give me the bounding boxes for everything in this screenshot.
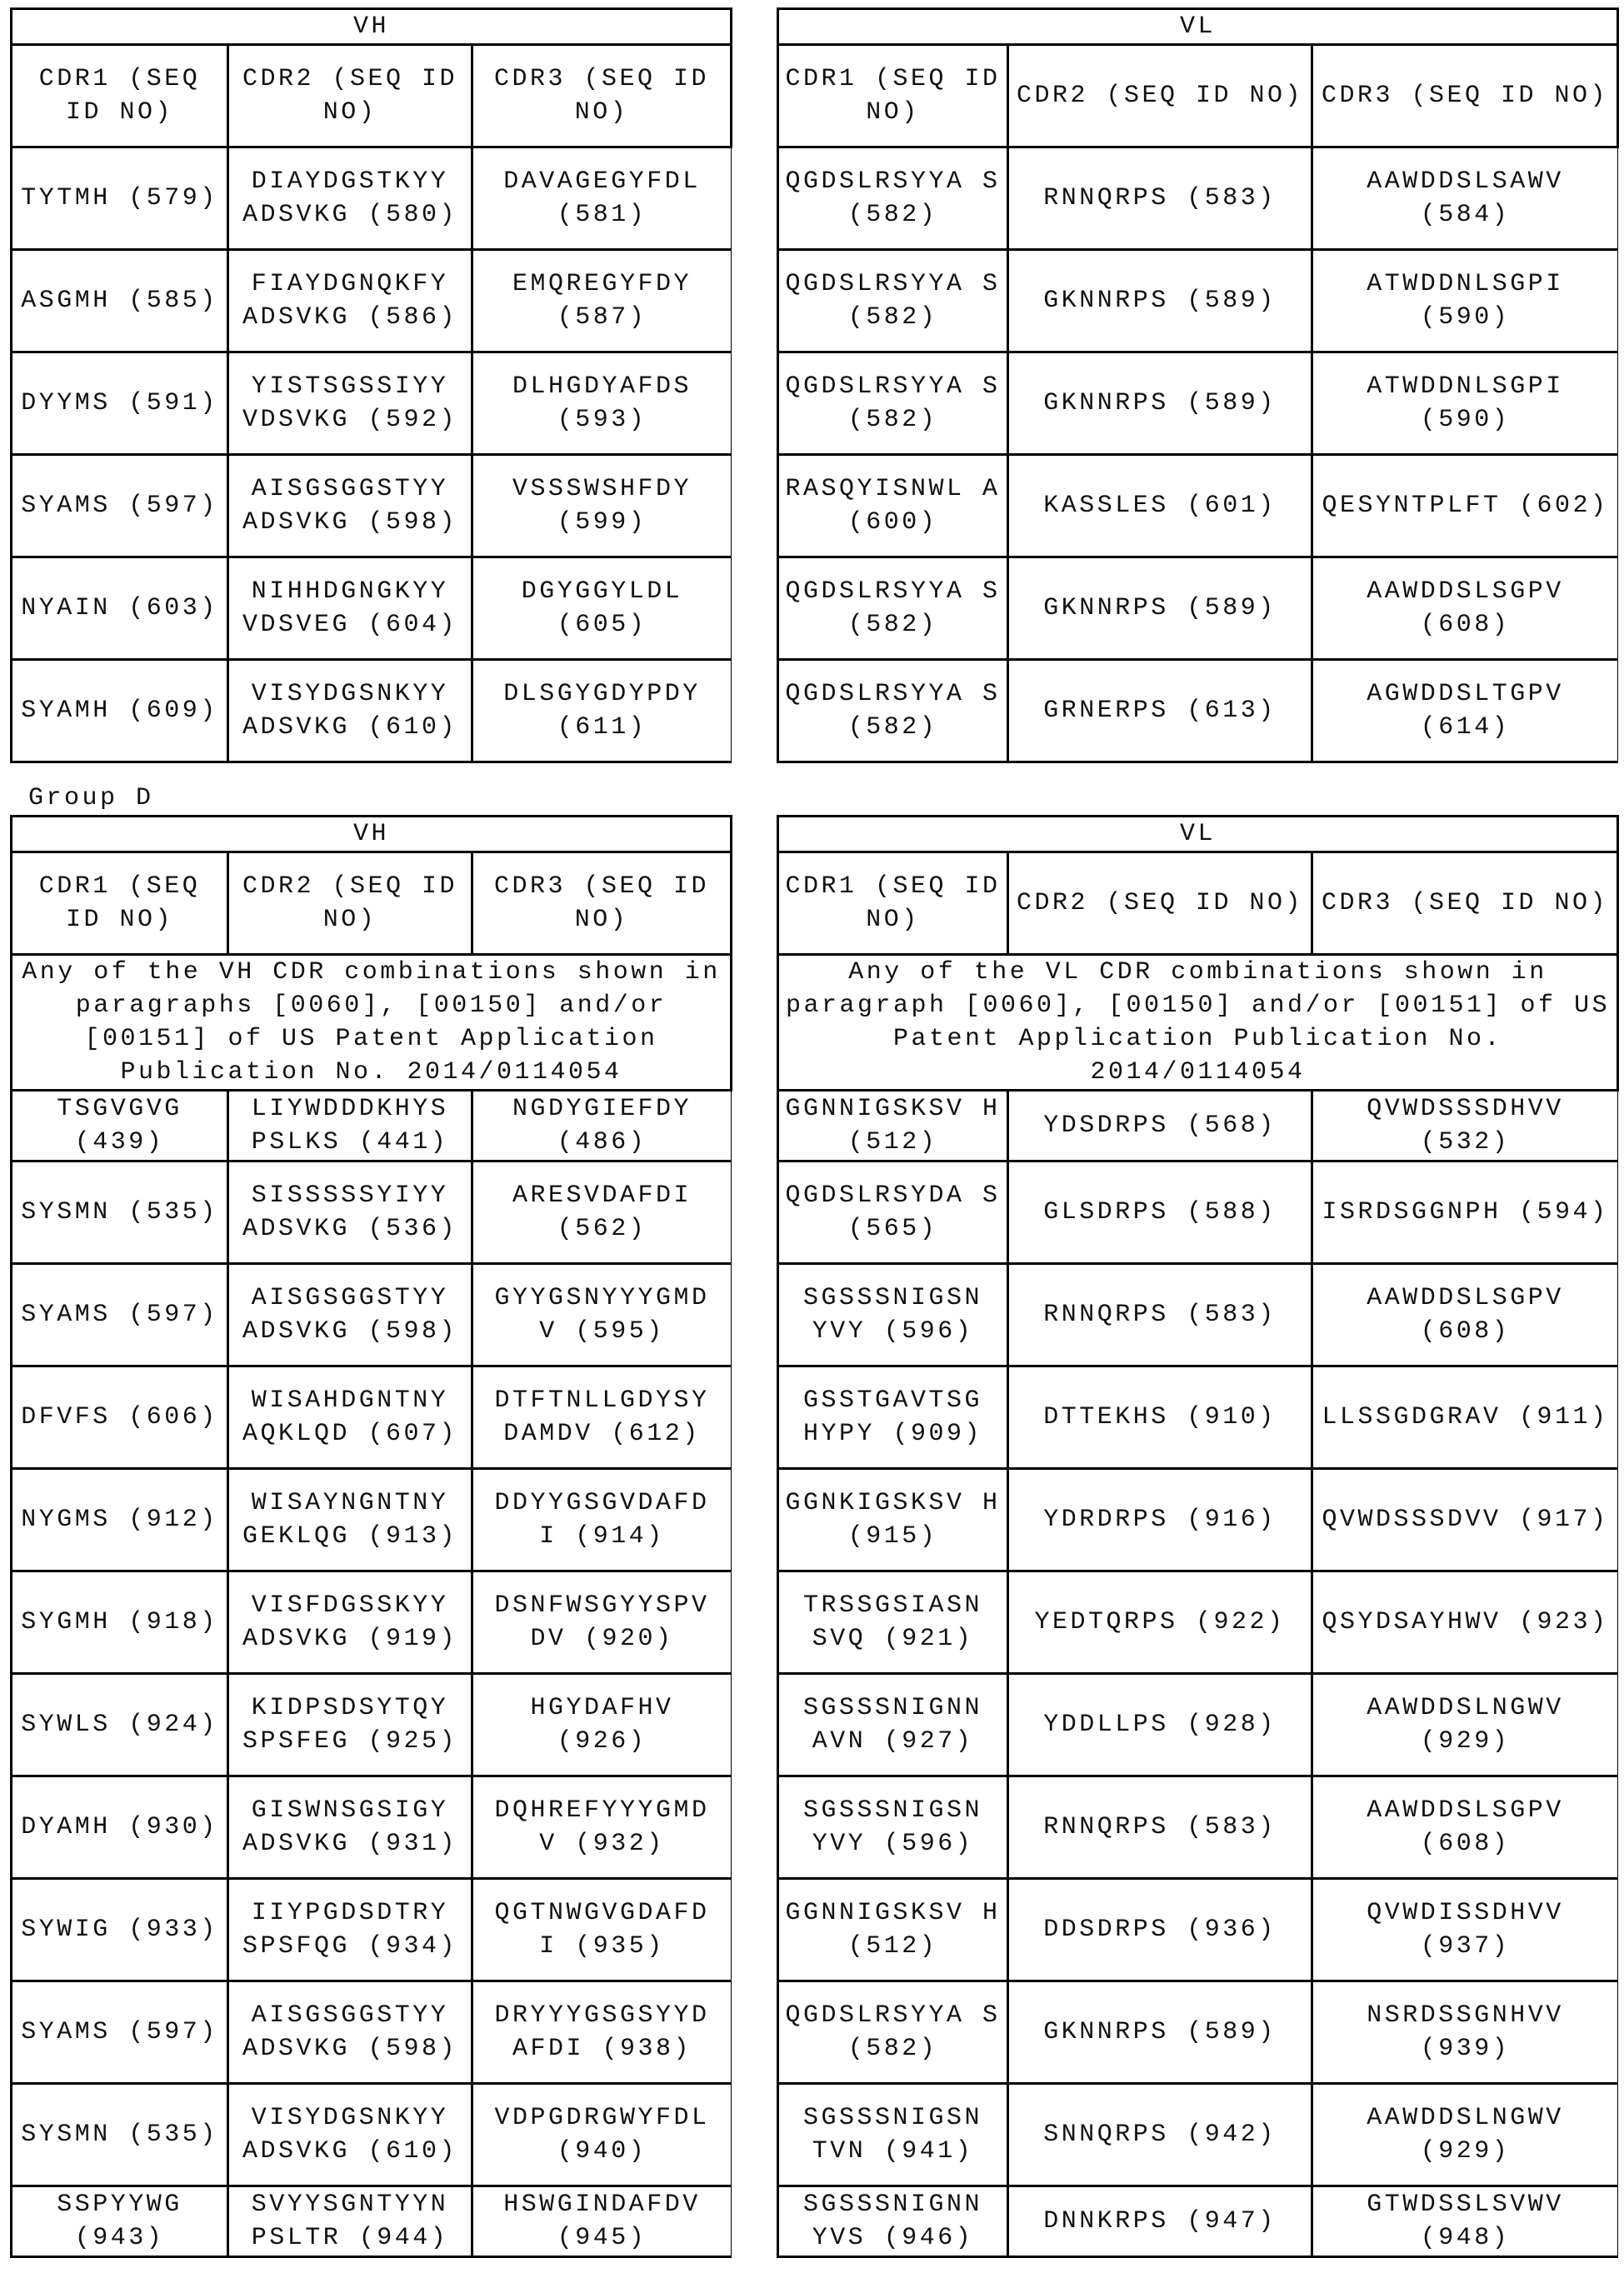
table-row: [12, 455, 732, 557]
cdr2-cell: IIYPGDSDTRY SPSFQG (934): [228, 1879, 472, 1981]
cdr1-cell: TRSSGSIASN SVQ (921): [778, 1571, 1008, 1674]
cdr1-cell: SYSMN (535): [12, 2084, 228, 2186]
vl-title: VL: [778, 817, 1618, 852]
cdr1-cell: SYGMH (918): [12, 1571, 228, 1674]
col-header: CDR3 (SEQ ID NO): [472, 852, 732, 955]
cdr3-cell: DSNFWSGYYSPV DV (920): [472, 1571, 732, 1674]
col-header: CDR3 (SEQ ID NO): [1312, 45, 1618, 147]
cdr2-cell: SNNQRPS (942): [1008, 2084, 1312, 2186]
cdr2-cell: LIYWDDDKHYS PSLKS (441): [228, 1091, 472, 1161]
cdr3-cell: QSYDSAYHWV (923): [1312, 1571, 1618, 1674]
cdr2-cell: KIDPSDSYTQY SPSFEG (925): [228, 1674, 472, 1776]
table-row: [778, 1091, 1618, 1161]
table-row: [12, 1091, 732, 1161]
col-header: CDR1 (SEQ ID NO): [12, 852, 228, 955]
vh-note: Any of the VH CDR combinations shown in paragraphs [0060], [00150] and/or [00151] of US Patent Application Publication No. 2014/0114054: [12, 955, 732, 1091]
cdr2-cell: SISSSSSYIYY ADSVKG (536): [228, 1161, 472, 1264]
cdr1-cell: TYTMH (579): [12, 147, 228, 250]
cdr2-cell: NIHHDGNGKYY VDSVEG (604): [228, 557, 472, 660]
cdr1-cell: GSSTGAVTSG HYPY (909): [778, 1366, 1008, 1469]
cdr3-cell: DRYYYGSGSYYD AFDI (938): [472, 1981, 732, 2084]
cdr3-cell: VDPGDRGWYFDL (940): [472, 2084, 732, 2186]
cdr1-cell: SYAMS (597): [12, 455, 228, 557]
table1-vl: [777, 7, 1619, 763]
cdr1-cell: SYAMH (609): [12, 660, 228, 762]
cdr1-cell: QGDSLRSYYA S (582): [778, 352, 1008, 455]
col-header: CDR2 (SEQ ID NO): [228, 45, 472, 147]
table-row: [778, 660, 1618, 762]
cdr1-cell: SYAMS (597): [12, 1264, 228, 1366]
vh-title: VH: [12, 817, 732, 852]
cdr2-cell: GKNNRPS (589): [1008, 352, 1312, 455]
cdr3-cell: EMQREGYFDY (587): [472, 250, 732, 352]
cdr1-cell: QGDSLRSYYA S (582): [778, 147, 1008, 250]
cdr2-cell: YDDLLPS (928): [1008, 1674, 1312, 1776]
table-row: [12, 250, 732, 352]
cdr3-cell: DLHGDYAFDS (593): [472, 352, 732, 455]
cdr2-cell: RNNQRPS (583): [1008, 1776, 1312, 1879]
cdr1-cell: SGSSSNIGNN YVS (946): [778, 2186, 1008, 2257]
cdr2-cell: GKNNRPS (589): [1008, 250, 1312, 352]
cdr1-cell: DYAMH (930): [12, 1776, 228, 1879]
cdr2-cell: DNNKRPS (947): [1008, 2186, 1312, 2257]
table-row: [778, 147, 1618, 250]
cdr3-cell: DAVAGEGYFDL (581): [472, 147, 732, 250]
cdr3-cell: DQHREFYYYGMD V (932): [472, 1776, 732, 1879]
cdr2-cell: RNNQRPS (583): [1008, 147, 1312, 250]
cdr3-cell: AAWDDSLNGWV (929): [1312, 2084, 1618, 2186]
cdr3-cell: GTWDSSLSVWV (948): [1312, 2186, 1618, 2257]
cdr1-cell: SGSSSNIGSN YVY (596): [778, 1264, 1008, 1366]
cdr3-cell: LLSSGDGRAV (911): [1312, 1366, 1618, 1469]
table-row: [778, 1571, 1618, 1674]
cdr1-cell: GGNNIGSKSV H (512): [778, 1091, 1008, 1161]
cdr1-cell: GGNNIGSKSV H (512): [778, 1879, 1008, 1981]
table-row: [12, 1776, 732, 1879]
cdr1-cell: SYAMS (597): [12, 1981, 228, 2084]
vh-title: VH: [12, 9, 732, 45]
cdr2-cell: YDRDRPS (916): [1008, 1469, 1312, 1571]
table2-vl: [777, 815, 1619, 2258]
cdr2-cell: VISFDGSSKYY ADSVKG (919): [228, 1571, 472, 1674]
cdr2-cell: KASSLES (601): [1008, 455, 1312, 557]
cdr1-cell: DFVFS (606): [12, 1366, 228, 1469]
cdr3-cell: DGYGGYLDL (605): [472, 557, 732, 660]
cdr2-cell: YISTSGSSIYY VDSVKG (592): [228, 352, 472, 455]
cdr3-cell: NGDYGIEFDY (486): [472, 1091, 732, 1161]
cdr3-cell: QESYNTPLFT (602): [1312, 455, 1618, 557]
cdr2-cell: AISGSGGSTYY ADSVKG (598): [228, 1264, 472, 1366]
cdr1-cell: QGDSLRSYYA S (582): [778, 660, 1008, 762]
cdr2-cell: GKNNRPS (589): [1008, 1981, 1312, 2084]
cdr3-cell: HSWGINDAFDV (945): [472, 2186, 732, 2257]
cdr3-cell: DLSGYGDYPDY (611): [472, 660, 732, 762]
col-header: CDR1 (SEQ ID NO): [778, 852, 1008, 955]
cdr2-cell: DIAYDGSTKYY ADSVKG (580): [228, 147, 472, 250]
cdr3-cell: AAWDDSLSGPV (608): [1312, 1776, 1618, 1879]
cdr2-cell: SVYYSGNTYYN PSLTR (944): [228, 2186, 472, 2257]
cdr1-cell: QGDSLRSYYA S (582): [778, 250, 1008, 352]
cdr2-cell: FIAYDGNQKFY ADSVKG (586): [228, 250, 472, 352]
cdr3-cell: ISRDSGGNPH (594): [1312, 1161, 1618, 1264]
table-row: [12, 1571, 732, 1674]
table-row: [778, 1674, 1618, 1776]
cdr3-cell: DTFTNLLGDYSY DAMDV (612): [472, 1366, 732, 1469]
cdr1-cell: SYWIG (933): [12, 1879, 228, 1981]
table-row: [778, 1366, 1618, 1469]
table-row: [778, 557, 1618, 660]
cdr3-cell: QVWDISSDHVV (937): [1312, 1879, 1618, 1981]
cdr1-cell: NYGMS (912): [12, 1469, 228, 1571]
table-row: [12, 1981, 732, 2084]
table-row: [12, 1674, 732, 1776]
cdr1-cell: SSPYYWG (943): [12, 2186, 228, 2257]
cdr1-cell: NYAIN (603): [12, 557, 228, 660]
cdr3-cell: HGYDAFHV (926): [472, 1674, 732, 1776]
cdr3-cell: AAWDDSLSGPV (608): [1312, 1264, 1618, 1366]
table-row: [778, 250, 1618, 352]
cdr1-cell: GGNKIGSKSV H (915): [778, 1469, 1008, 1571]
col-header: CDR2 (SEQ ID NO): [1008, 45, 1312, 147]
cdr3-cell: AAWDDSLSAWV (584): [1312, 147, 1618, 250]
cdr1-cell: QGDSLRSYYA S (582): [778, 557, 1008, 660]
cdr3-cell: QGTNWGVGDAFD I (935): [472, 1879, 732, 1981]
cdr1-cell: DYYMS (591): [12, 352, 228, 455]
table-row: [778, 2186, 1618, 2257]
table2-vh: [10, 815, 732, 2258]
cdr3-cell: AAWDDSLNGWV (929): [1312, 1674, 1618, 1776]
cdr1-cell: SGSSSNIGSN TVN (941): [778, 2084, 1008, 2186]
cdr2-cell: WISAYNGNTNY GEKLQG (913): [228, 1469, 472, 1571]
cdr3-cell: VSSSWSHFDY (599): [472, 455, 732, 557]
cdr2-cell: VISYDGSNKYY ADSVKG (610): [228, 2084, 472, 2186]
table-row: [778, 1264, 1618, 1366]
cdr3-cell: AGWDDSLTGPV (614): [1312, 660, 1618, 762]
table-row: [12, 1264, 732, 1366]
cdr3-cell: GYYGSNYYYGMD V (595): [472, 1264, 732, 1366]
table-row: [778, 1879, 1618, 1981]
cdr1-cell: ASGMH (585): [12, 250, 228, 352]
table-row: [778, 455, 1618, 557]
col-header: CDR1 (SEQ ID NO): [778, 45, 1008, 147]
cdr2-cell: GRNERPS (613): [1008, 660, 1312, 762]
cdr3-cell: NSRDSSGNHVV (939): [1312, 1981, 1618, 2084]
vl-title: VL: [778, 9, 1618, 45]
cdr3-cell: AAWDDSLSGPV (608): [1312, 557, 1618, 660]
table-row: [12, 1469, 732, 1571]
cdr2-cell: YDSDRPS (568): [1008, 1091, 1312, 1161]
cdr1-cell: QGDSLRSYDA S (565): [778, 1161, 1008, 1264]
table1-vh: [10, 7, 732, 763]
cdr2-cell: AISGSGGSTYY ADSVKG (598): [228, 1981, 472, 2084]
cdr1-cell: RASQYISNWL A (600): [778, 455, 1008, 557]
cdr3-cell: ATWDDNLSGPI (590): [1312, 250, 1618, 352]
cdr2-cell: YEDTQRPS (922): [1008, 1571, 1312, 1674]
table-row: [12, 147, 732, 250]
cdr1-cell: SYSMN (535): [12, 1161, 228, 1264]
cdr3-cell: QVWDSSSDHVV (532): [1312, 1091, 1618, 1161]
cdr3-cell: ATWDDNLSGPI (590): [1312, 352, 1618, 455]
col-header: CDR3 (SEQ ID NO): [1312, 852, 1618, 955]
cdr1-cell: SYWLS (924): [12, 1674, 228, 1776]
table-row: [12, 660, 732, 762]
cdr3-cell: ARESVDAFDI (562): [472, 1161, 732, 1264]
table-row: [12, 352, 732, 455]
table-row: [778, 1776, 1618, 1879]
col-header: CDR2 (SEQ ID NO): [1008, 852, 1312, 955]
table-row: [12, 1161, 732, 1264]
cdr2-cell: GKNNRPS (589): [1008, 557, 1312, 660]
cdr2-cell: AISGSGGSTYY ADSVKG (598): [228, 455, 472, 557]
table-row: [12, 2186, 732, 2257]
table-row: [778, 2084, 1618, 2186]
group-label: Group D: [28, 783, 154, 813]
table-row: [12, 557, 732, 660]
cdr2-cell: DTTEKHS (910): [1008, 1366, 1312, 1469]
table-row: [12, 2084, 732, 2186]
cdr2-cell: WISAHDGNTNY AQKLQD (607): [228, 1366, 472, 1469]
table-row: [12, 1366, 732, 1469]
cdr2-cell: RNNQRPS (583): [1008, 1264, 1312, 1366]
table-row: [778, 1469, 1618, 1571]
vl-note: Any of the VL CDR combinations shown in paragraph [0060], [00150] and/or [00151] of US Patent Application Publication No. 2014/0114054: [778, 955, 1618, 1091]
cdr1-cell: QGDSLRSYYA S (582): [778, 1981, 1008, 2084]
cdr1-cell: SGSSSNIGSN YVY (596): [778, 1776, 1008, 1879]
table-row: [778, 1981, 1618, 2084]
cdr1-cell: SGSSSNIGNN AVN (927): [778, 1674, 1008, 1776]
col-header: CDR1 (SEQ ID NO): [12, 45, 228, 147]
cdr2-cell: VISYDGSNKYY ADSVKG (610): [228, 660, 472, 762]
cdr2-cell: GISWNSGSIGY ADSVKG (931): [228, 1776, 472, 1879]
cdr2-cell: DDSDRPS (936): [1008, 1879, 1312, 1981]
table-row: [12, 1879, 732, 1981]
cdr3-cell: DDYYGSGVDAFD I (914): [472, 1469, 732, 1571]
table-row: [778, 1161, 1618, 1264]
col-header: CDR3 (SEQ ID NO): [472, 45, 732, 147]
cdr3-cell: QVWDSSSDVV (917): [1312, 1469, 1618, 1571]
col-header: CDR2 (SEQ ID NO): [228, 852, 472, 955]
cdr1-cell: TSGVGVG (439): [12, 1091, 228, 1161]
table-row: [778, 352, 1618, 455]
cdr2-cell: GLSDRPS (588): [1008, 1161, 1312, 1264]
